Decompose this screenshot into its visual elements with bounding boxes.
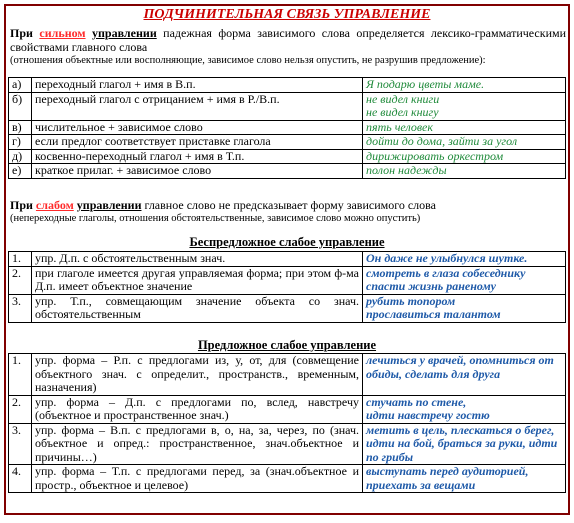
weak1-row-number: 2. (9, 266, 32, 294)
section-bespredlozhnoe: Беспредложное слабое управление (189, 235, 385, 249)
weak2-row-number: 3. (9, 423, 32, 465)
page-title: ПОДЧИНИТЕЛЬНАЯ СВЯЗЬ УПРАВЛЕНИЕ (143, 7, 431, 22)
page (4, 4, 570, 515)
weak-paragraph (10, 198, 566, 226)
strong-row-number: е) (9, 164, 32, 179)
strong-row-number: б) (9, 92, 32, 120)
strong-row-example: пять человек (363, 120, 566, 135)
weak2-row-number: 4. (9, 465, 32, 493)
weak1-row (9, 266, 566, 294)
weak2-row-description: упр. форма – В.п. с предлогами в, о, на, за, через, по (знач. объектное и опред.: пространственное, знач.объектное и причины…) (32, 423, 363, 465)
weak2-row-example: метить в цель, плескаться о берег, идти на бой, браться за руки, идти по грибы (363, 423, 566, 465)
weak2-row-example: стучать по стене, идти навстречу гостю (363, 395, 566, 423)
weak1-row-example: Он даже не улыбнулся шутке. (363, 252, 566, 267)
weak-word: слабом (35, 198, 74, 212)
strong-row-description: числительное + зависимое слово (32, 120, 363, 135)
strong-row-number: г) (9, 135, 32, 150)
weak2-row-number: 2. (9, 395, 32, 423)
strong-row-number: а) (9, 78, 32, 93)
weak1-row-number: 1. (9, 252, 32, 267)
strong-row-description: краткое прилаг. + зависимое слово (32, 164, 363, 179)
strong-pre: При (10, 26, 33, 40)
strong-row (9, 164, 566, 179)
strong-row-example: не видел книги не видел книгу (363, 92, 566, 120)
strong-row-example: дирижировать оркестром (363, 149, 566, 164)
strong-row (9, 92, 566, 120)
weak2-row-description: упр. форма – Р.п. с предлогами из, у, от, для (совмещение объектного знач. с определит., пространств., временным, назначения) (32, 354, 363, 396)
weak-pre: При (10, 198, 33, 212)
strong-row-description: переходный глагол с отрицанием + имя в Р./В.п. (32, 92, 363, 120)
weak1-row-description: упр. Д.п. с обстоятельственным знач. (32, 252, 363, 267)
strong-row (9, 135, 566, 150)
weak1-row (9, 252, 566, 267)
strong-word: сильном (39, 26, 86, 40)
weak-note: (непереходные глаголы, отношения обстоятельственные, зависимое слово можно опустить) (10, 213, 421, 224)
strong-row-number: в) (9, 120, 32, 135)
strong-row (9, 120, 566, 135)
strong-paragraph (10, 26, 566, 68)
strong-post: управлении (92, 26, 157, 40)
strong-row-example: дойти до дома, зайти за угол (363, 135, 566, 150)
strong-text: падежная форма зависимого слова определяется лексико-грамматическими свойствами главного слова (10, 26, 567, 54)
weak2-row (9, 395, 566, 423)
weak1-row-description: упр. Т.п., совмещающим значение объекта со знач. обстоятельственным (32, 294, 363, 322)
strong-row (9, 78, 566, 93)
weak1-row-example: рубить топором прославиться талантом (363, 294, 566, 322)
weak2-row-number: 1. (9, 354, 32, 396)
weak1-row-description: при глаголе имеется другая управляемая форма; при этом ф-ма Д.п. имеет объектное значение (32, 266, 363, 294)
strong-row-example: полон надежды (363, 164, 566, 179)
weak2-row (9, 354, 566, 396)
section-predlozhnoe: Предложное слабое управление (197, 338, 377, 352)
weak2-row (9, 465, 566, 493)
weak2-row-description: упр. форма – Д.п. с предлогами по, вслед, навстречу (объектное и пространственное знач.) (32, 395, 363, 423)
weak-post: управлении (76, 198, 142, 212)
weak-table-2 (8, 353, 566, 493)
strong-row-description: переходный глагол + имя в В.п. (32, 78, 363, 93)
strong-row-number: д) (9, 149, 32, 164)
weak1-row-example: смотреть в глаза собеседнику спасти жизнь раненому (363, 266, 566, 294)
weak1-row-number: 3. (9, 294, 32, 322)
weak2-row-description: упр. форма – Т.п. с предлогами перед, за (знач.объектное и простр., объектное и целевое) (32, 465, 363, 493)
weak-text: главное слово не предсказывает форму зависимого слова (141, 198, 436, 212)
strong-row-example: Я подарю цветы маме. (363, 78, 566, 93)
strong-row-description: если предлог соответствует приставке глагола (32, 135, 363, 150)
weak2-row-example: лечиться у врачей, опомниться от обиды, сделать для друга (363, 354, 566, 396)
strong-note: (отношения объектные или восполняющие, зависимое слово нельзя опустить, не разрушив предложение): (10, 55, 486, 66)
weak2-row-example: выступать перед аудиторией, приехать за вещами (363, 465, 566, 493)
weak-table-1 (8, 251, 566, 323)
strong-row-description: косвенно-переходный глагол + имя в Т.п. (32, 149, 363, 164)
weak2-row (9, 423, 566, 465)
weak1-row (9, 294, 566, 322)
strong-row (9, 149, 566, 164)
strong-table (8, 77, 566, 179)
